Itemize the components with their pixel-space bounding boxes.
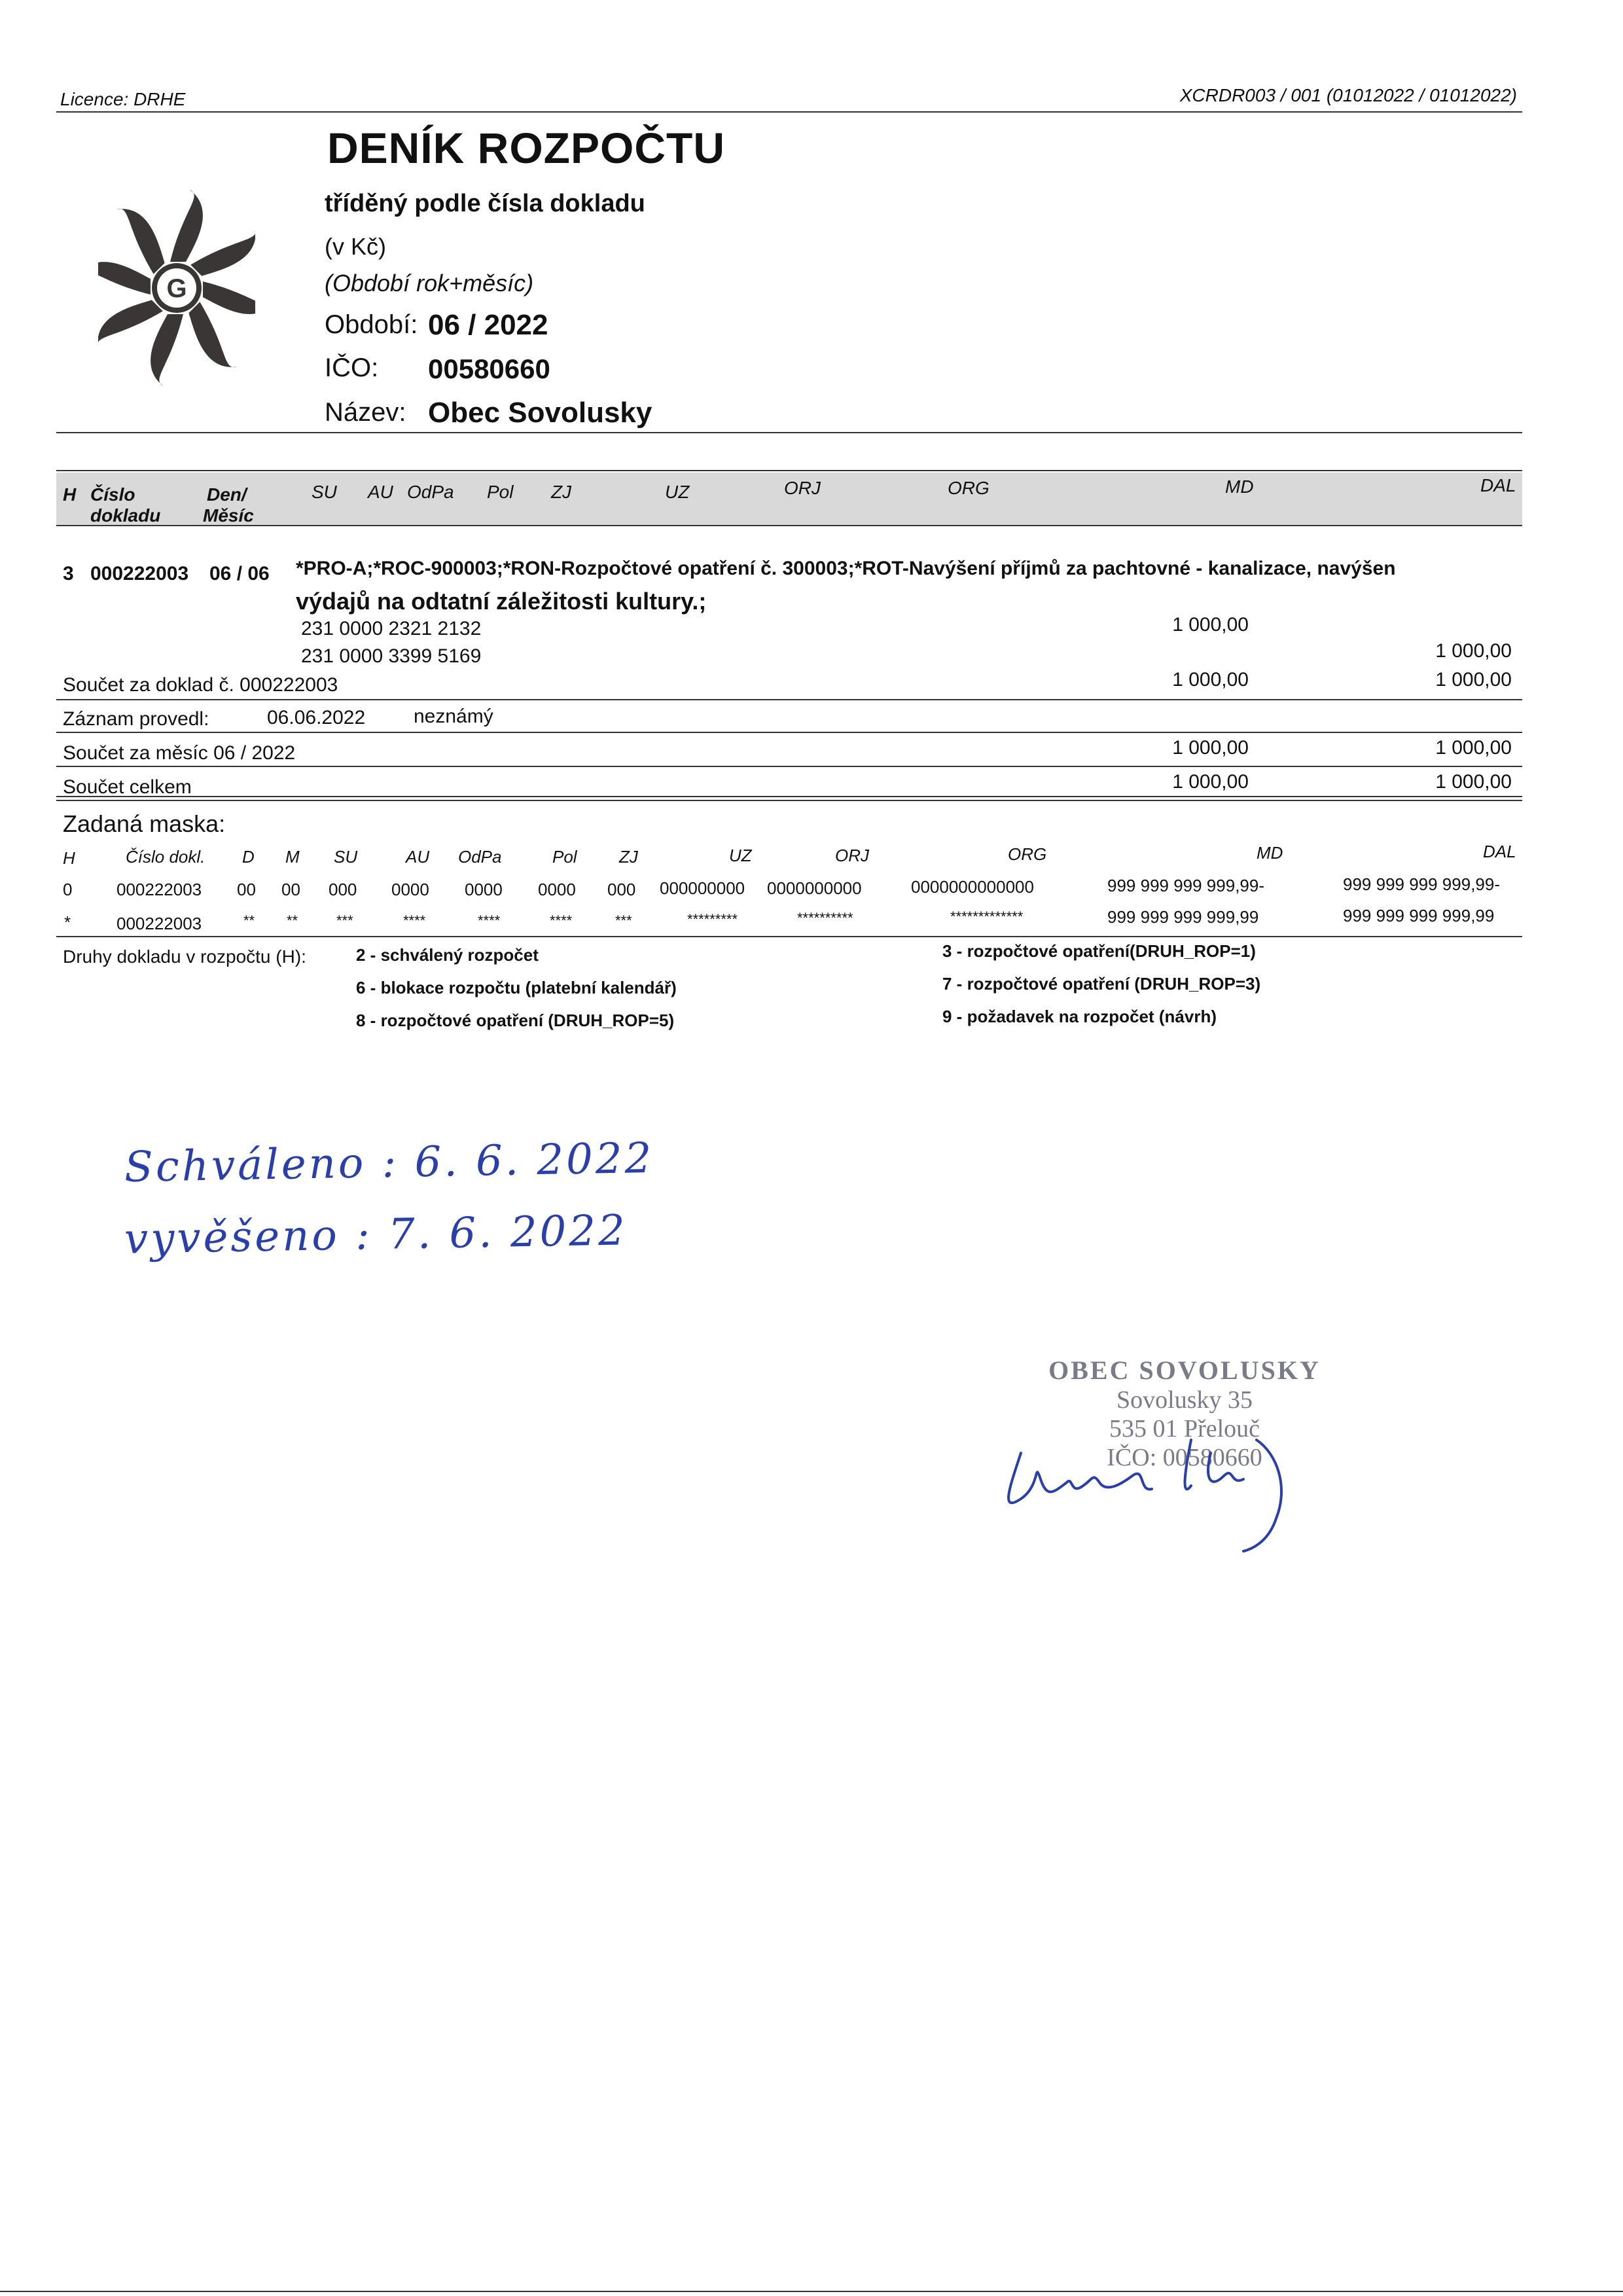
doc-type-8: 8 - rozpočtové opatření (DRUH_ROP=5) [356,1011,675,1030]
col-cislo-1: Číslo [90,484,135,505]
page-title: DENÍK ROZPOČTU [327,124,725,172]
mask-row-0-odpa: 0000 [465,880,503,899]
bottom-edge-rule [0,2291,1623,2292]
licence-label: Licence: DRHE [60,89,186,109]
mask-head-h: H [63,848,75,868]
mask-head-md: MD [1257,843,1283,863]
period-note: (Období rok+měsíc) [325,270,534,296]
mask-head-au: AU [406,847,430,867]
doc-types-label: Druhy dokladu v rozpočtu (H): [63,946,306,967]
mask-row-1-uz: ********* [687,911,738,927]
mask-row-1-dal: 999 999 999 999,99 [1343,906,1495,925]
entry-number: 000222003 [90,563,189,584]
doc-total-label: Součet za doklad č. 000222003 [63,674,338,696]
col-orj: ORJ [784,478,821,498]
doc-type-2: 2 - schválený rozpočet [356,945,539,965]
grand-total-label: Součet celkem [63,776,192,798]
mask-row-0-pol: 0000 [538,880,576,899]
col-den-1: Den/ [207,484,247,505]
record-date: 06.06.2022 [267,707,366,728]
name-value: Obec Sovolusky [428,397,652,429]
mask-row-1-su: *** [336,912,353,929]
logo-letter: G [166,274,187,303]
mask-row-1-h: * [64,912,71,932]
entry-line-1-codes: 231 0000 2321 2132 [301,618,482,639]
report-code: XCRDR003 / 001 (01012022 / 01012022) [1179,85,1517,105]
mask-row-0-dal: 999 999 999 999,99- [1343,874,1500,894]
entry-text-line1: *PRO-A;*ROC-900003;*RON-Rozpočtové opatření č. 300003;*ROT-Navýšení příjmů za pachtovné - kanalizace, navýšen [296,558,1396,579]
column-header-top-rule [56,470,1522,471]
ico-label: IČO: [325,353,379,382]
doc-total-md: 1 000,00 [1172,669,1249,691]
col-cislo-2: dokladu [90,505,161,526]
mask-row-1-cislo: 000222003 [116,914,202,933]
gordic-logo [98,190,255,386]
col-zj: ZJ [551,482,572,502]
month-total-dal: 1 000,00 [1435,737,1512,759]
top-rule [56,111,1522,113]
handwritten-posted-note: vyvěšeno : 7. 6. 2022 [124,1206,628,1264]
mask-row-0-zj: 000 [607,880,636,899]
col-su: SU [312,482,337,502]
mask-row-0-d: 00 [237,880,256,899]
mask-head-uz: UZ [729,846,752,865]
entry-h: 3 [63,563,74,584]
mask-head-cislo: Číslo dokl. [126,847,205,867]
mask-row-1-d: ** [243,912,255,929]
mask-row-1-orj: ********** [797,910,853,926]
mask-row-0-h: 0 [63,880,73,899]
mask-row-1-zj: *** [615,912,632,929]
mask-row-1-odpa: **** [478,912,501,929]
entry-line-2-dal: 1 000,00 [1435,640,1512,662]
doc-type-7: 7 - rozpočtové opatření (DRUH_ROP=3) [942,974,1261,994]
record-user: neznámý [414,706,493,727]
mask-row-0-uz: 000000000 [660,878,745,898]
ico-value: 00580660 [428,353,550,384]
name-label: Název: [325,398,406,427]
record-rule [56,732,1522,733]
month-total-rule [56,766,1522,767]
mask-row-0-md: 999 999 999 999,99- [1107,876,1264,895]
period-value: 06 / 2022 [428,309,548,341]
mask-row-1-org: ************* [950,908,1024,925]
entry-text-line2: výdajů na odtatní záležitosti kultury.; [296,588,707,615]
entry-date: 06 / 06 [209,563,270,584]
grand-total-dal: 1 000,00 [1435,771,1512,793]
mask-row-1-pol: **** [550,912,573,929]
mask-row-1-au: **** [403,912,426,929]
mask-row-0-org: 0000000000000 [911,877,1034,897]
mask-row-0-su: 000 [329,880,357,899]
col-pol: Pol [487,482,514,502]
grand-total-double-rule [56,796,1522,801]
month-total-label: Součet za měsíc 06 / 2022 [63,742,296,764]
period-label: Období: [325,310,418,339]
doc-total-rule [56,699,1522,700]
mask-head-d: D [242,847,255,867]
mask-head-odpa: OdPa [458,847,502,867]
mask-row-0-orj: 0000000000 [767,878,862,898]
mask-title: Zadaná maska: [63,810,226,837]
entry-line-1-md: 1 000,00 [1172,614,1249,636]
month-total-md: 1 000,00 [1172,737,1249,759]
col-h: H [63,484,77,505]
mask-head-m: M [285,847,300,867]
mask-head-orj: ORJ [835,846,869,865]
col-odpa: OdPa [407,482,454,502]
handwritten-signature [995,1414,1309,1568]
signature-icon [995,1414,1309,1564]
title-rule [56,432,1522,433]
column-header-bottom-rule [56,525,1522,526]
handwritten-approved-note: Schváleno : 6. 6. 2022 [124,1134,654,1193]
mask-row-1-m: ** [287,912,298,929]
record-label: Záznam provedl: [63,708,209,730]
col-au: AU [368,482,393,502]
doc-type-6: 6 - blokace rozpočtu (platební kalendář) [356,978,677,997]
entry-line-2-codes: 231 0000 3399 5169 [301,645,482,667]
mask-head-su: SU [334,847,358,867]
mask-head-org: ORG [1008,844,1047,864]
col-md: MD [1225,476,1254,497]
stamp-line-2: Sovolusky 35 [1116,1386,1253,1414]
stamp-line-1: OBEC SOVOLUSKY [1048,1355,1321,1385]
col-dal: DAL [1480,475,1516,495]
mask-rule [56,936,1522,937]
grand-total-md: 1 000,00 [1172,771,1249,793]
doc-type-9: 9 - požadavek na rozpočet (návrh) [942,1007,1217,1026]
stamp-line-3: 535 01 Přelouč [1109,1415,1260,1443]
doc-type-3: 3 - rozpočtové opatření(DRUH_ROP=1) [942,941,1256,961]
gordic-star-logo-icon [98,190,255,386]
mask-head-dal: DAL [1483,842,1516,861]
page-subtitle: tříděný podle čísla dokladu [325,190,645,217]
col-uz: UZ [665,482,690,502]
col-org: ORG [948,478,990,498]
currency-unit: (v Kč) [325,233,386,260]
mask-row-1-md: 999 999 999 999,99 [1107,907,1259,927]
col-den-2: Měsíc [203,505,254,526]
mask-row-0-cislo: 000222003 [116,880,202,899]
mask-row-0-m: 00 [281,880,300,899]
mask-head-pol: Pol [552,847,577,867]
stamp-line-4: IČO: 00580660 [1107,1444,1262,1471]
mask-row-0-au: 0000 [391,880,429,899]
doc-total-dal: 1 000,00 [1435,669,1512,691]
mask-head-zj: ZJ [619,847,638,867]
